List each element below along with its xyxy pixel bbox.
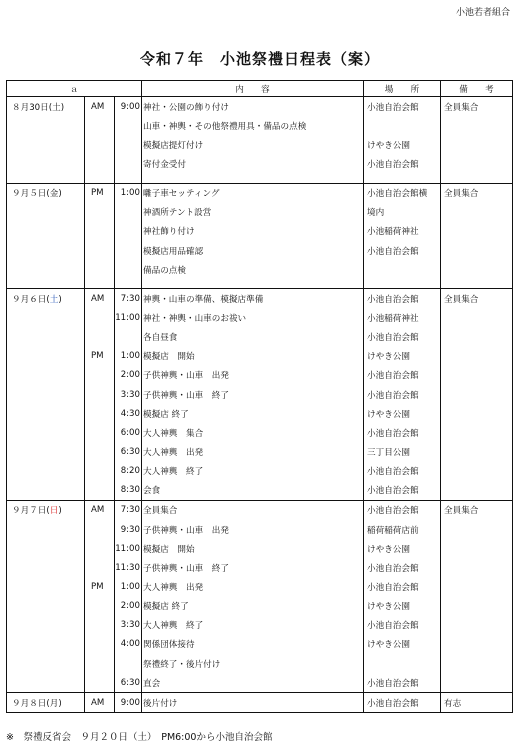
date-cell — [7, 616, 85, 635]
time-cell — [115, 154, 142, 173]
spacer-row — [7, 279, 513, 289]
date-cell — [7, 97, 85, 117]
note-cell — [441, 481, 513, 501]
schedule-row — [7, 654, 513, 673]
ampm-cell: AM — [85, 289, 115, 309]
place-cell: けやき公園 — [364, 539, 441, 558]
place-cell: 小池自治会館 — [364, 423, 441, 442]
schedule-row — [7, 347, 513, 366]
note-cell — [441, 241, 513, 260]
date-cell — [7, 635, 85, 654]
time-cell — [115, 260, 142, 279]
note-cell — [441, 135, 513, 154]
footer-note: ※ 祭禮反省会 ９月２０日（土） PM6:00から小池自治会館 — [6, 732, 273, 743]
date-cell — [7, 241, 85, 260]
time-cell: 4:30 — [115, 404, 142, 423]
note-cell — [441, 558, 513, 577]
time-cell: 1:00 — [115, 347, 142, 366]
column-header-place: 場 所 — [364, 81, 441, 97]
ampm-cell — [85, 635, 115, 654]
date-cell — [7, 203, 85, 222]
ampm-cell — [85, 260, 115, 279]
time-cell — [115, 135, 142, 154]
content-cell: 子供神輿・山車 出発 — [142, 366, 364, 385]
content-cell: 大人神輿 集合 — [142, 423, 364, 442]
place-cell: 小池自治会館 — [364, 289, 441, 309]
spacer-row — [7, 174, 513, 184]
content-cell: 各自昼食 — [142, 328, 364, 347]
date-cell — [7, 154, 85, 173]
time-cell: 9:00 — [115, 97, 142, 117]
note-cell — [441, 116, 513, 135]
place-cell: 小池自治会館 — [364, 673, 441, 693]
time-cell: 3:30 — [115, 385, 142, 404]
time-cell: 11:00 — [115, 539, 142, 558]
schedule-row — [7, 154, 513, 173]
content-cell: 大人神輿 終了 — [142, 616, 364, 635]
place-cell: 小池自治会館 — [364, 481, 441, 501]
ampm-cell — [85, 616, 115, 635]
content-cell: 備品の点検 — [142, 260, 364, 279]
schedule-row — [7, 366, 513, 385]
ampm-cell — [85, 654, 115, 673]
note-cell: 全員集合 — [441, 97, 513, 117]
ampm-cell: PM — [85, 347, 115, 366]
ampm-cell — [85, 116, 115, 135]
note-cell — [441, 539, 513, 558]
time-cell: 9:00 — [115, 693, 142, 713]
date-cell — [7, 135, 85, 154]
ampm-cell — [85, 423, 115, 442]
content-cell: 山車・神輿・その他祭禮用具・備品の点検 — [142, 116, 364, 135]
place-cell: 小池自治会館 — [364, 693, 441, 713]
schedule-row — [7, 308, 513, 327]
content-cell: 模擬店 開始 — [142, 539, 364, 558]
note-cell — [441, 597, 513, 616]
schedule-row — [7, 423, 513, 442]
content-cell: 模擬店 終了 — [142, 597, 364, 616]
place-cell: 小池自治会館 — [364, 366, 441, 385]
content-cell: 子供神輿・山車 終了 — [142, 385, 364, 404]
schedule-row — [7, 462, 513, 481]
spacer-cell — [441, 279, 513, 289]
date-cell — [7, 260, 85, 279]
note-cell — [441, 520, 513, 539]
date-suffix: ) — [58, 506, 62, 517]
place-cell: 三丁目公園 — [364, 442, 441, 461]
date-cell — [7, 539, 85, 558]
date-cell — [7, 462, 85, 481]
note-cell: 全員集合 — [441, 289, 513, 309]
date-cell — [7, 673, 85, 693]
ampm-cell — [85, 404, 115, 423]
schedule-row — [7, 481, 513, 501]
date-text: ９月５日( — [12, 189, 50, 200]
spacer-cell — [441, 174, 513, 184]
content-cell: 大人神輿 出発 — [142, 577, 364, 596]
ampm-cell — [85, 520, 115, 539]
note-cell — [441, 222, 513, 241]
date-text: ９月７日( — [12, 506, 50, 517]
date-text: ９月６日( — [12, 294, 50, 305]
ampm-cell — [85, 442, 115, 461]
time-cell — [115, 654, 142, 673]
ampm-cell — [85, 673, 115, 693]
date-suffix: ) — [58, 294, 62, 305]
date-cell — [7, 597, 85, 616]
schedule-row — [7, 616, 513, 635]
time-cell: 7:30 — [115, 500, 142, 520]
content-cell: 神酒所テント設営 — [142, 203, 364, 222]
ampm-cell — [85, 481, 115, 501]
note-cell — [441, 404, 513, 423]
content-cell: 子供神輿・山車 終了 — [142, 558, 364, 577]
schedule-row — [7, 520, 513, 539]
time-cell: 2:00 — [115, 597, 142, 616]
schedule-row — [7, 442, 513, 461]
place-cell: 小池自治会館 — [364, 385, 441, 404]
content-cell: 模擬店 開始 — [142, 347, 364, 366]
date-cell — [7, 654, 85, 673]
time-cell: 3:30 — [115, 616, 142, 635]
ampm-cell: PM — [85, 183, 115, 203]
place-cell: 小池稲荷神社 — [364, 308, 441, 327]
content-cell: 関係団体接待 — [142, 635, 364, 654]
note-cell — [441, 203, 513, 222]
ampm-cell — [85, 539, 115, 558]
content-cell: 模擬店用品確認 — [142, 241, 364, 260]
place-cell: けやき公園 — [364, 135, 441, 154]
note-cell — [441, 154, 513, 173]
place-cell — [364, 260, 441, 279]
note-cell — [441, 673, 513, 693]
schedule-row — [7, 577, 513, 596]
note-cell — [441, 347, 513, 366]
note-cell — [441, 366, 513, 385]
time-cell: 8:30 — [115, 481, 142, 501]
schedule-row — [7, 289, 513, 309]
schedule-row — [7, 404, 513, 423]
place-cell: 小池自治会館 — [364, 462, 441, 481]
schedule-row — [7, 203, 513, 222]
weekday-text: 土 — [52, 102, 61, 113]
place-cell: 小池自治会館 — [364, 500, 441, 520]
ampm-cell — [85, 597, 115, 616]
spacer-cell — [142, 174, 364, 184]
schedule-row — [7, 241, 513, 260]
note-cell — [441, 260, 513, 279]
schedule-row — [7, 183, 513, 203]
date-suffix: ) — [58, 189, 62, 200]
note-cell — [441, 462, 513, 481]
content-cell: 大人神輿 終了 — [142, 462, 364, 481]
schedule-row — [7, 635, 513, 654]
date-cell — [7, 183, 85, 203]
weekday-text: 土 — [49, 294, 59, 305]
date-cell — [7, 520, 85, 539]
note-cell — [441, 385, 513, 404]
place-cell: けやき公園 — [364, 347, 441, 366]
ampm-cell: AM — [85, 97, 115, 117]
ampm-cell — [85, 328, 115, 347]
date-suffix: ) — [60, 102, 65, 113]
time-cell: 6:30 — [115, 673, 142, 693]
content-cell: 神輿・山車の準備、模擬店準備 — [142, 289, 364, 309]
place-cell: けやき公園 — [364, 635, 441, 654]
column-header-content: 内 容 — [142, 81, 364, 97]
time-cell: 6:30 — [115, 442, 142, 461]
time-cell: 11:00 — [115, 308, 142, 327]
date-cell — [7, 308, 85, 327]
content-cell: 神社・神輿・山車のお祓い — [142, 308, 364, 327]
ampm-cell — [85, 308, 115, 327]
date-cell — [7, 116, 85, 135]
spacer-cell — [115, 174, 142, 184]
weekday-text: 日 — [49, 506, 59, 517]
date-cell — [7, 558, 85, 577]
schedule-row — [7, 500, 513, 520]
content-cell: 模擬店 終了 — [142, 404, 364, 423]
schedule-row — [7, 328, 513, 347]
schedule-row — [7, 558, 513, 577]
time-cell: 1:00 — [115, 183, 142, 203]
note-cell — [441, 616, 513, 635]
note-cell: 全員集合 — [441, 183, 513, 203]
place-cell: 小池自治会館 — [364, 328, 441, 347]
date-cell — [7, 577, 85, 596]
schedule-table — [6, 80, 513, 713]
spacer-cell — [85, 279, 115, 289]
note-cell — [441, 635, 513, 654]
time-cell — [115, 241, 142, 260]
time-cell — [115, 328, 142, 347]
schedule-row — [7, 597, 513, 616]
date-text: ９月８日( — [12, 698, 50, 709]
schedule-row — [7, 116, 513, 135]
place-cell: 小池自治会館横 — [364, 183, 441, 203]
date-cell — [7, 385, 85, 404]
content-cell: 後片付け — [142, 693, 364, 713]
schedule-body — [7, 97, 513, 713]
ampm-cell — [85, 203, 115, 222]
date-cell — [7, 442, 85, 461]
ampm-cell — [85, 241, 115, 260]
date-cell — [7, 347, 85, 366]
date-cell — [7, 481, 85, 501]
content-cell: 全員集合 — [142, 500, 364, 520]
schedule-row — [7, 135, 513, 154]
ampm-cell — [85, 135, 115, 154]
date-cell — [7, 404, 85, 423]
spacer-cell — [7, 174, 85, 184]
note-cell — [441, 423, 513, 442]
date-text: ８月30日( — [12, 102, 53, 113]
place-cell: 稲荷稲荷店前 — [364, 520, 441, 539]
time-cell: 6:00 — [115, 423, 142, 442]
content-cell: 神社・公園の飾り付け — [142, 97, 364, 117]
spacer-cell — [7, 279, 85, 289]
date-cell — [7, 423, 85, 442]
schedule-header — [7, 81, 513, 97]
content-cell: 直会 — [142, 673, 364, 693]
schedule-row — [7, 97, 513, 117]
spacer-cell — [364, 279, 441, 289]
ampm-cell — [85, 462, 115, 481]
ampm-cell — [85, 385, 115, 404]
ampm-cell — [85, 558, 115, 577]
time-cell — [115, 116, 142, 135]
place-cell: 小池自治会館 — [364, 577, 441, 596]
place-cell: 境内 — [364, 203, 441, 222]
spacer-cell — [115, 279, 142, 289]
place-cell: 小池自治会館 — [364, 97, 441, 117]
content-cell: 神社飾り付け — [142, 222, 364, 241]
note-cell — [441, 654, 513, 673]
date-cell — [7, 366, 85, 385]
date-cell — [7, 222, 85, 241]
schedule-row — [7, 260, 513, 279]
note-cell: 有志 — [441, 693, 513, 713]
ampm-cell: AM — [85, 693, 115, 713]
schedule-row — [7, 385, 513, 404]
note-cell — [441, 442, 513, 461]
date-cell — [7, 328, 85, 347]
content-cell: 大人神輿 出発 — [142, 442, 364, 461]
place-cell: 小池自治会館 — [364, 241, 441, 260]
time-cell: 8:20 — [115, 462, 142, 481]
schedule-row — [7, 693, 513, 713]
date-cell — [7, 500, 85, 520]
column-header-date: ａ — [7, 81, 142, 97]
place-cell — [364, 116, 441, 135]
content-cell: 囃子車セッティング — [142, 183, 364, 203]
schedule-row — [7, 222, 513, 241]
content-cell: 会食 — [142, 481, 364, 501]
place-cell: けやき公園 — [364, 597, 441, 616]
weekday-text: 月 — [49, 698, 59, 709]
note-cell — [441, 308, 513, 327]
time-cell: 2:00 — [115, 366, 142, 385]
content-cell: 寄付金受付 — [142, 154, 364, 173]
time-cell — [115, 203, 142, 222]
ampm-cell — [85, 222, 115, 241]
time-cell: 1:00 — [115, 577, 142, 596]
content-cell: 祭禮終了・後片付け — [142, 654, 364, 673]
place-cell: 小池自治会館 — [364, 154, 441, 173]
column-header-note: 備 考 — [441, 81, 513, 97]
time-cell: 4:00 — [115, 635, 142, 654]
place-cell: けやき公園 — [364, 404, 441, 423]
time-cell: 11:30 — [115, 558, 142, 577]
schedule-row — [7, 673, 513, 693]
date-cell — [7, 693, 85, 713]
place-cell: 小池稲荷神社 — [364, 222, 441, 241]
time-cell: 9:30 — [115, 520, 142, 539]
note-cell — [441, 328, 513, 347]
time-cell: 7:30 — [115, 289, 142, 309]
place-cell: 小池自治会館 — [364, 616, 441, 635]
place-cell: 小池自治会館 — [364, 558, 441, 577]
date-suffix: ) — [58, 698, 62, 709]
ampm-cell — [85, 366, 115, 385]
schedule-row — [7, 539, 513, 558]
spacer-cell — [364, 174, 441, 184]
time-cell — [115, 222, 142, 241]
ampm-cell: PM — [85, 577, 115, 596]
content-cell: 模擬店提灯付け — [142, 135, 364, 154]
place-cell — [364, 654, 441, 673]
weekday-text: 金 — [49, 189, 59, 200]
ampm-cell — [85, 154, 115, 173]
note-cell — [441, 577, 513, 596]
page-title: 令和７年 小池祭禮日程表（案） — [139, 50, 380, 68]
organization-name: 小池若者組合 — [455, 8, 510, 18]
content-cell: 子供神輿・山車 出発 — [142, 520, 364, 539]
spacer-cell — [142, 279, 364, 289]
ampm-cell: AM — [85, 500, 115, 520]
note-cell: 全員集合 — [441, 500, 513, 520]
date-cell — [7, 289, 85, 309]
spacer-cell — [85, 174, 115, 184]
